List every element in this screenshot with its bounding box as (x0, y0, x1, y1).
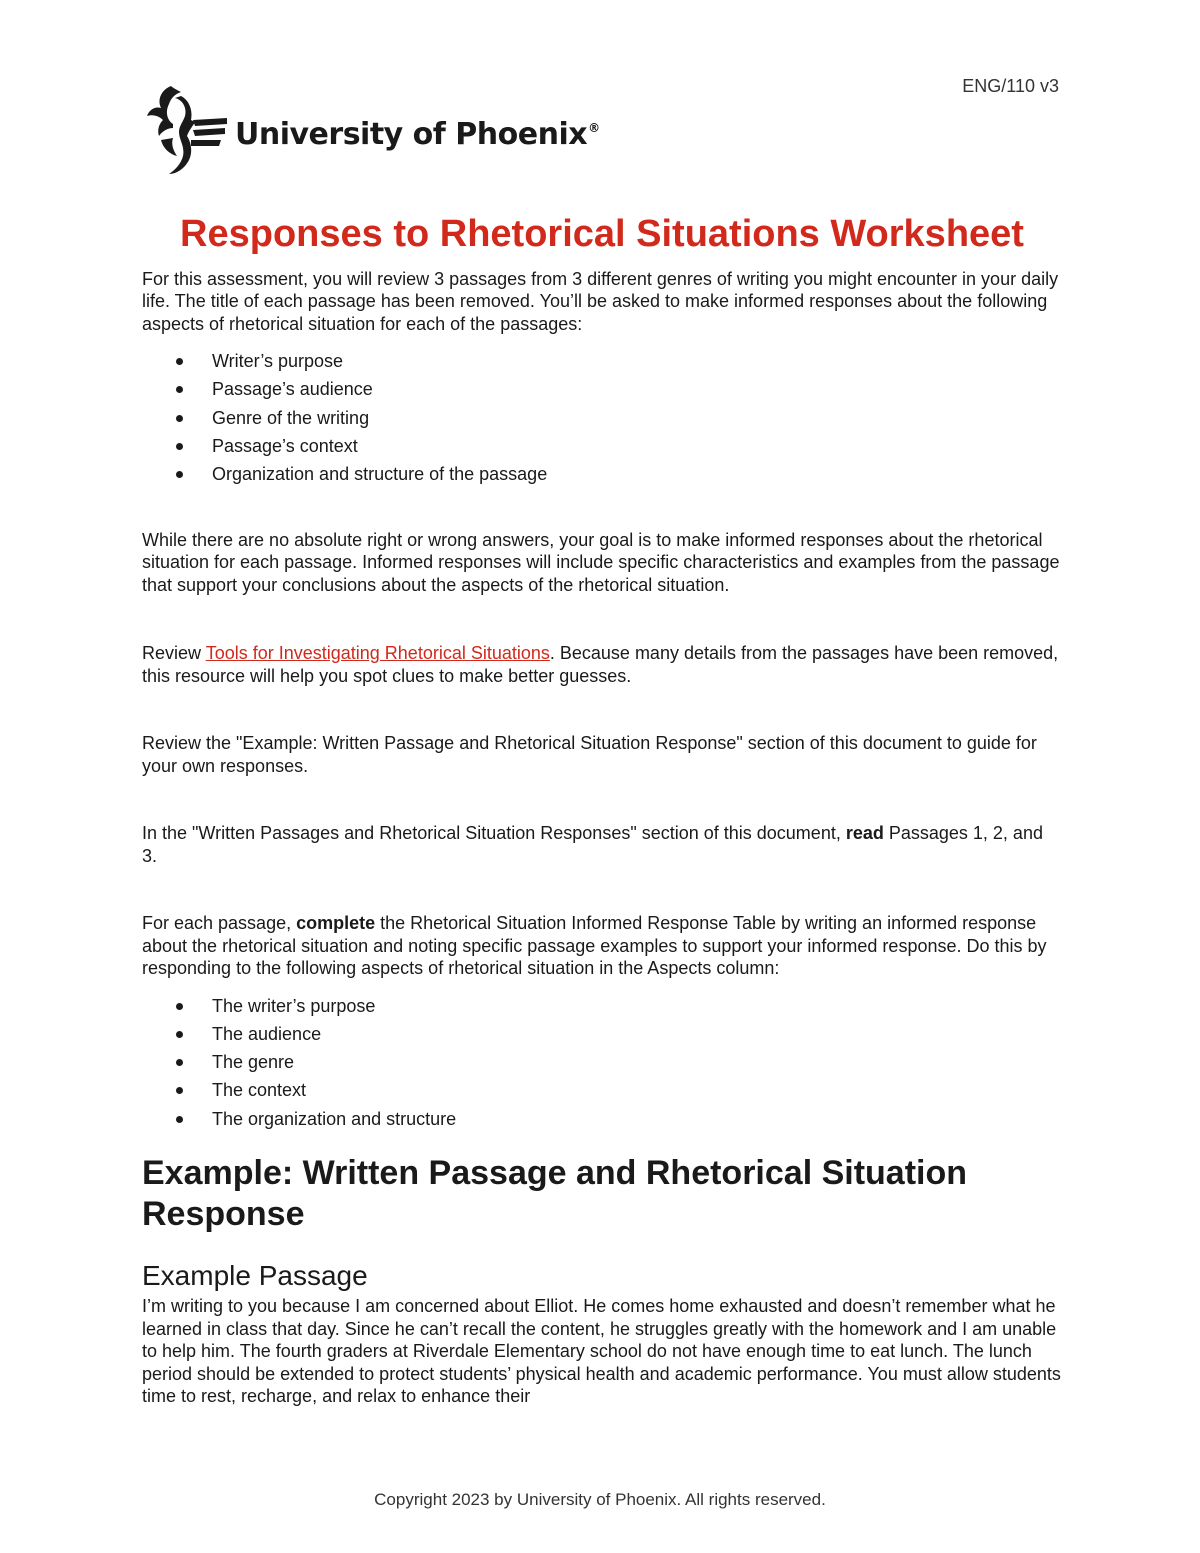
subsection-heading: Example Passage (142, 1260, 368, 1292)
logo-wordmark: University of Phoenix® (235, 116, 600, 152)
list-item: Writer’s purpose (212, 347, 1062, 375)
list-item: Passage’s context (212, 432, 1062, 460)
list-item: The writer’s purpose (212, 992, 1062, 1020)
tools-link[interactable]: Tools for Investigating Rhetorical Situations (205, 643, 550, 664)
example-passage: I’m writing to you because I am concerned about Elliot. He comes home exhausted and doesn’t remember what he learned in class that day. Since he can’t recall the content, he struggles greatly with the homework and I am unable to help him. The fourth graders at Riverdale Elementary school do not have enough time to eat lunch. The lunch period should be extended to protect students’ physical health and academic performance. You must allow students time to rest, recharge, and relax to enhance their (142, 1296, 1061, 1407)
review-example-paragraph: Review the "Example: Written Passage and Rhetorical Situation Response" section of this document to guide for your own responses. (142, 733, 1037, 776)
document-body (142, 212, 1062, 1408)
list-item: Genre of the writing (212, 404, 1062, 432)
list-item: The organization and structure (212, 1105, 1062, 1133)
copyright-footer: Copyright 2023 by University of Phoenix. All rights reserved. (374, 1490, 826, 1509)
page-title: Responses to Rhetorical Situations Worksheet (180, 213, 1024, 255)
complete-instruction-paragraph: For each passage, complete the Rhetorical Situation Informed Response Table by writing an informed response about the rhetorical situation and noting specific passage examples to support your informed response. Do this by responding to the following aspects of rhetorical situation in the Aspects column: (142, 913, 1047, 979)
read-instruction-paragraph: In the "Written Passages and Rhetorical Situation Responses" section of this document, read Passages 1, 2, and 3. (142, 823, 1043, 866)
list-item: The context (212, 1076, 1062, 1104)
list-item: Passage’s audience (212, 375, 1062, 403)
goal-paragraph: While there are no absolute right or wrong answers, your goal is to make informed responses about the rhetorical situation for each passage. Informed responses will include specific characteristics and examples from the passage that support your conclusions about the aspects of the rhetorical situation. (142, 529, 1060, 595)
list-item: The audience (212, 1020, 1062, 1048)
aspects-list (142, 347, 1062, 488)
phoenix-bird-icon (143, 84, 227, 176)
list-item: Organization and structure of the passage (212, 460, 1062, 488)
list-item: The genre (212, 1048, 1062, 1076)
university-logo (143, 84, 600, 176)
intro-paragraph: For this assessment, you will review 3 passages from 3 different genres of writing you might encounter in your daily life. The title of each passage has been removed. You’ll be asked to make informed responses about the following aspects of rhetorical situation for each of the passages: (142, 268, 1059, 334)
review-tools-paragraph: Review Tools for Investigating Rhetorical Situations. Because many details from the passages have been removed, this resource will help you spot clues to make better guesses. (142, 643, 1059, 686)
section-heading: Example: Written Passage and Rhetorical Situation Response (142, 1154, 968, 1234)
course-code: ENG/110 v3 (962, 76, 1059, 96)
response-aspects-list (142, 992, 1062, 1133)
